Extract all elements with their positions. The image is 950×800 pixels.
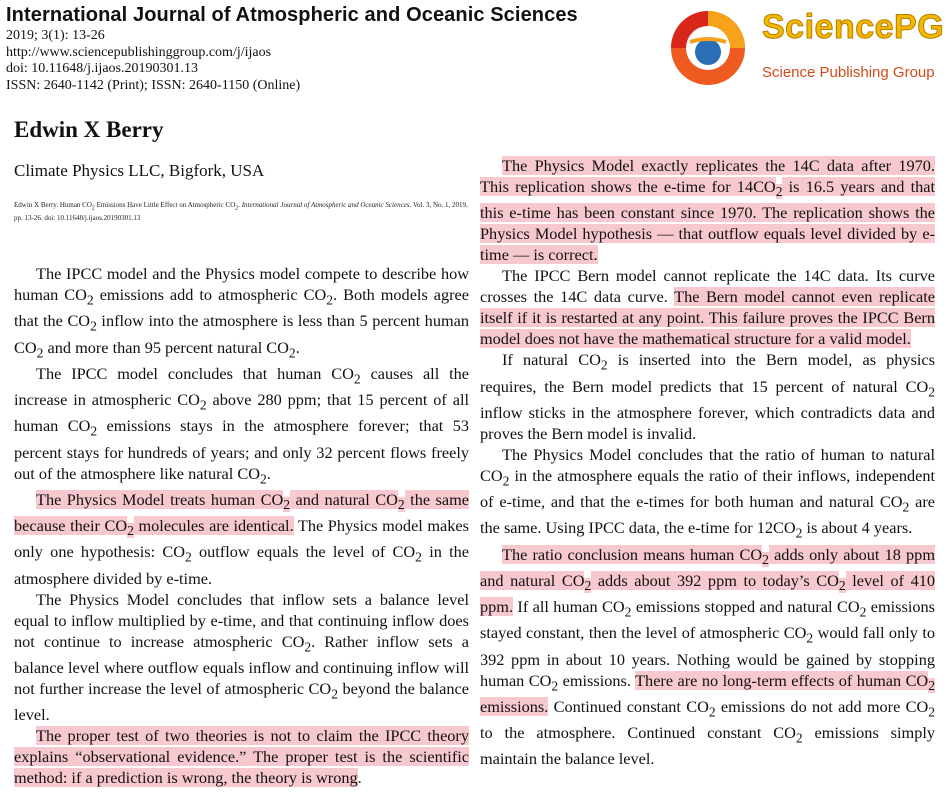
issn-line: ISSN: 2640-1142 (Print); ISSN: 2640-1150 (Online) (6, 77, 301, 93)
text-run: is inserted into the Bern model, as physics requires, the Bern model predicts that 15 percent of natural CO (480, 350, 935, 396)
right-column (480, 155, 935, 769)
subscript: 2 (795, 525, 803, 541)
subscript: 2 (551, 677, 559, 693)
citation-rest: . Vol. 3, No. 1, 2019, pp. 13-26. doi: 10.11648/j.ijaos.20190301.13 (14, 201, 468, 223)
subscript: 2 (928, 383, 935, 399)
subscript: 2 (288, 344, 296, 360)
paragraph (480, 349, 935, 444)
paragraph (480, 444, 935, 544)
text-run: emissions stayed constant, then the level of atmospheric CO (480, 597, 935, 643)
text-run: The Physics model makes only one hypothesis: CO (14, 516, 469, 562)
text-run: emissions stays in the atmosphere forever; that 53 percent stays for hundreds of years; and only 32 percent flows freely out of the atmosphere like natural CO (14, 416, 470, 483)
paragraph (14, 363, 469, 489)
text-run: emissions simply maintain the balance level. (480, 723, 935, 769)
text-run: If all human CO (513, 597, 625, 616)
text-run: would fall only to 392 ppm in about 10 years. Nothing would be gained by stopping human CO (480, 623, 935, 690)
paragraph (480, 155, 935, 265)
paragraph (480, 544, 935, 770)
subscript: 2 (415, 549, 422, 565)
highlighted-text: There are no long-term effects of human CO (635, 670, 929, 690)
paragraph (14, 725, 469, 788)
subscript: 2 (353, 371, 361, 386)
citation-sub2: 2 (235, 205, 239, 212)
subscript: 2 (304, 638, 312, 654)
citation-prefix: Edwin X Berry. Human CO (14, 201, 92, 209)
text-run: The Physics Model concludes that inflow sets a balance level equal to inflow multiplied by e-time, and that continuing inflow does not continue to increase atmospheric CO (14, 589, 469, 651)
text-run: and more than 95 percent natural CO (43, 337, 289, 357)
paragraph (14, 589, 469, 726)
text-run: The IPCC Bern model cannot replicate the 14C data. Its curve crosses the 14C data curve. (480, 266, 935, 307)
journal-url[interactable]: http://www.sciencepublishinggroup.com/j/ijaos (6, 44, 272, 60)
subscript: 2 (806, 630, 814, 646)
subscript: 2 (928, 677, 935, 693)
subscript: 2 (762, 551, 769, 567)
sciencepg-logo (660, 8, 945, 88)
text-run: inflow into the atmosphere is less than 5 percent human CO (14, 311, 469, 357)
citation-sub: 2 (91, 205, 95, 212)
subscript: 2 (127, 523, 134, 539)
highlighted-text: The Bern model cannot even replicate itself if it is restarted at any point. This failure proves the IPCC Bern model does not have the mathematical structure for a valid model. (480, 287, 935, 349)
subscript: 2 (600, 357, 608, 373)
subscript: 2 (326, 292, 334, 308)
logo-brand: SciencePG (762, 8, 945, 46)
volume-line: 2019; 3(1): 13-26 (6, 28, 105, 43)
paragraph (14, 489, 469, 589)
highlighted-text: adds about 392 ppm to today’s CO (591, 570, 839, 590)
highlighted-text: The Physics Model treats human CO (36, 489, 284, 509)
subscript: 2 (775, 184, 783, 200)
highlighted-text: The ratio conclusion means human CO (502, 544, 763, 564)
sciencepg-logo-icon (660, 8, 756, 88)
text-run: . Both models agree that the CO (14, 285, 470, 331)
text-run: inflow sticks in the atmosphere forever, which contradicts data and proves the Bern model is invalid. (480, 402, 935, 443)
subscript: 2 (259, 470, 267, 486)
subscript: 2 (584, 578, 592, 593)
highlighted-text: emissions. (480, 696, 549, 716)
highlighted-text: molecules are identical. (133, 516, 294, 535)
subscript: 2 (36, 344, 44, 360)
subscript: 2 (283, 497, 291, 512)
highlighted-text: level of 410 ppm. (480, 570, 935, 616)
journal-title: International Journal of Atmospheric and Oceanic Sciences (6, 4, 578, 26)
subscript: 2 (86, 292, 94, 308)
text-run: are the same. Using IPCC data, the e-time for 12CO (480, 492, 936, 538)
text-run: . (295, 337, 300, 357)
subscript: 2 (928, 704, 936, 719)
citation-journal: . International Journal of Atmospheric and Oceanic Sciences (238, 201, 410, 209)
left-column (14, 263, 469, 788)
text-run: emissions stopped and natural CO (631, 597, 860, 616)
text-run: The IPCC model concludes that human CO (36, 363, 354, 383)
text-run: Continued constant CO (548, 696, 709, 716)
subscript: 2 (795, 730, 803, 746)
text-run: If natural CO (502, 350, 601, 370)
subscript: 2 (624, 604, 632, 620)
text-run: . (266, 463, 271, 483)
author-affiliation: Climate Physics LLC, Bigfork, USA (14, 161, 265, 180)
highlighted-text: the same because their CO (14, 489, 470, 535)
text-run: emissions add to atmospheric CO (93, 285, 327, 304)
logo-subtitle: Science Publishing Group (762, 64, 935, 81)
highlighted-text: is 16.5 years and that this e-time has been constant since 1970. The replication shows the Physics Model hypothesis — that outflow equals level divided by e-time — is correct. (480, 177, 935, 265)
text-run: beyond the balance level. (14, 678, 470, 724)
subscript: 2 (859, 604, 867, 620)
subscript: 2 (331, 686, 338, 701)
text-run: The IPCC model and the Physics model compete to describe how human CO (14, 264, 469, 304)
text-run: in the atmosphere divided by e-time. (14, 542, 470, 588)
text-run: in the atmosphere equals the ratio of their inflows, independent of e-time, and that the e-times for both human and natural CO (480, 465, 935, 511)
text-run: causes all the increase in atmospheric CO (14, 363, 469, 409)
subscript: 2 (838, 578, 846, 593)
subscript: 2 (90, 318, 97, 334)
text-run: is about 4 years. (802, 518, 913, 538)
text-run: above 280 ppm; that 15 percent of all human CO (14, 390, 470, 436)
highlighted-text: The proper test of two theories is not to claim the IPCC theory explains “observational evidence.” The proper test is the scientific method: if a prediction is wrong, the theory is wrong (14, 726, 469, 787)
subscript: 2 (184, 549, 192, 565)
journal-header (6, 2, 646, 94)
citation-middle: Emissions Have Little Effect on Atmospheric CO (94, 201, 236, 209)
doi-line: doi: 10.11648/j.ijaos.20190301.13 (6, 61, 198, 76)
subscript: 2 (397, 497, 405, 512)
highlighted-text: and natural CO (290, 489, 398, 509)
text-run: outflow equals the level of CO (191, 542, 416, 562)
text-run: emissions do not add more CO (715, 696, 929, 716)
highlighted-text: The Physics Model exactly replicates the 14C data after 1970. This replication shows the e-time for 14CO (480, 156, 935, 196)
highlighted-text: adds only about 18 ppm and natural CO (480, 544, 935, 590)
text-run: emissions. (558, 670, 636, 690)
text-run: . Rather inflow sets a balance level where outflow equals inflow and continuing inflow will not further increase the level of atmospheric CO (14, 631, 469, 698)
citation-line (14, 200, 469, 223)
subscript: 2 (708, 704, 716, 719)
paragraph (14, 263, 469, 363)
subscript: 2 (90, 423, 98, 439)
paragraph (480, 265, 935, 349)
subscript: 2 (199, 397, 207, 413)
subscript: 2 (902, 499, 910, 515)
text-run: The Physics Model concludes that the ratio of human to natural CO (480, 444, 935, 485)
text-run: to the atmosphere. Continued constant CO (480, 723, 796, 742)
author-name: Edwin X Berry (14, 117, 164, 142)
text-run: . (357, 768, 362, 787)
subscript: 2 (502, 473, 510, 488)
